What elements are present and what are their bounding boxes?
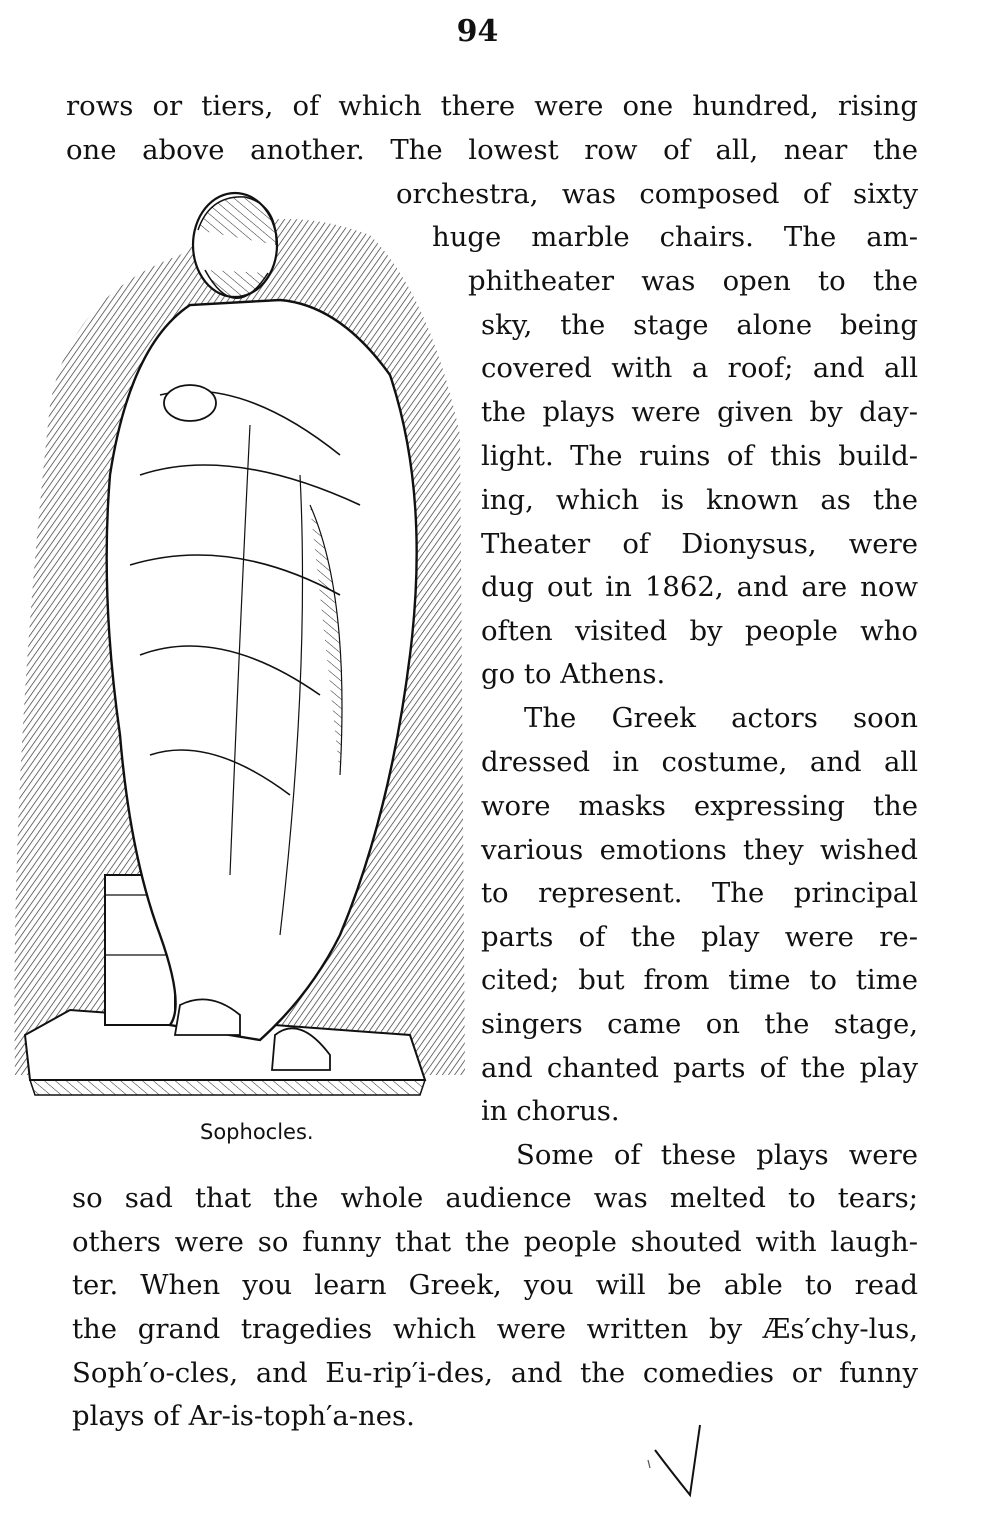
text-line: so sad that the whole audience was melted to tears; [72,1182,918,1214]
text-line: plays of Ar-is-toph′a-nes. [72,1400,415,1432]
text-line: in chorus. [481,1095,620,1127]
sophocles-statue-illustration [10,175,470,1125]
text-line: often visited by people who [481,615,918,647]
illustration-caption: Sophocles. [200,1120,314,1144]
text-line: cited; but from time to time [481,964,918,996]
text-line: wore masks expressing the [481,790,918,822]
text-line: various emotions they wished [481,834,918,866]
text-line: huge marble chairs. The am- [432,221,918,253]
text-line: Soph′o-cles, and Eu-rip′i-des, and the comedies or funny [72,1357,918,1389]
text-line: singers came on the stage, [481,1008,918,1040]
text-line: and chanted parts of the play [481,1052,918,1084]
text-line: phitheater was open to the [468,265,918,297]
text-line: dug out in 1862, and are now [481,571,918,603]
text-line: the grand tragedies which were written by Æs′chy-lus, [72,1313,918,1345]
text-line: parts of the play were re- [481,921,918,953]
text-line: the plays were given by day- [481,396,918,428]
text-line: sky, the stage alone being [481,309,918,341]
text-line: ing, which is known as the [481,484,918,516]
text-line: Some of these plays were [516,1139,918,1171]
text-line: rows or tiers, of which there were one hundred, rising [66,90,918,122]
text-line: light. The ruins of this build- [481,440,918,472]
text-line: others were so funny that the people shouted with laugh- [72,1226,918,1258]
text-line: covered with a roof; and all [481,352,918,384]
text-line: Theater of Dionysus, were [481,528,918,560]
page-number: 94 [456,14,499,49]
text-line: orchestra, was composed of sixty [396,178,918,210]
text-line: ter. When you learn Greek, you will be able to read [72,1269,918,1301]
text-line: The Greek actors soon [524,702,918,734]
text-line: dressed in costume, and all [481,746,918,778]
text-line: to represent. The principal [481,877,918,909]
text-line: one above another. The lowest row of all, near the [66,134,918,166]
text-line: go to Athens. [481,658,666,690]
pencil-check-mark [640,1420,720,1500]
